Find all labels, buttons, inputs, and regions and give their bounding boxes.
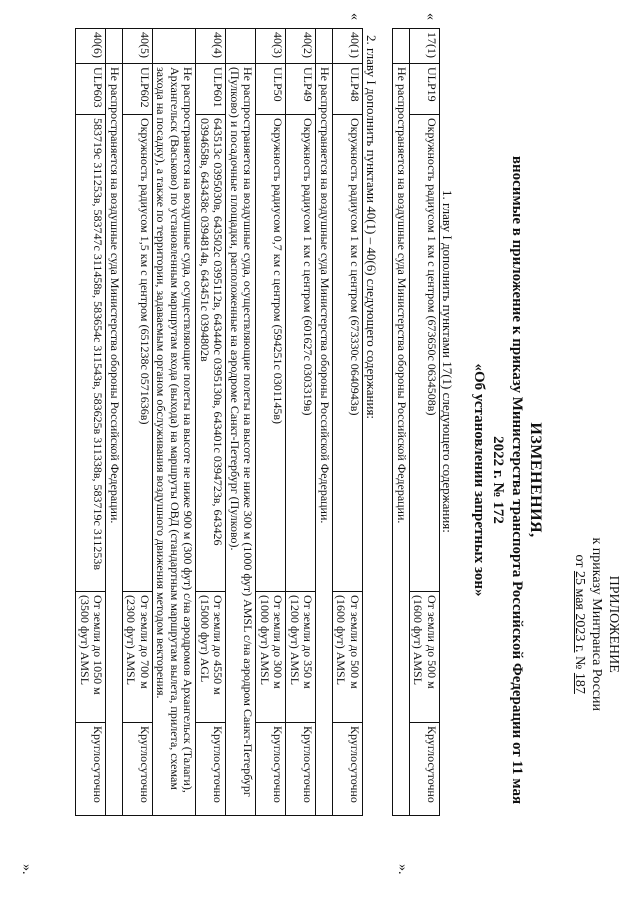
table-row [393,29,410,816]
table-row [410,29,440,816]
appendix-order-line: к приказу Минтранса России [589,537,604,711]
zone-description: Окружность радиусом 0,7 км с центром (594251с 0301145в) [256,115,286,592]
table-row [106,29,123,816]
zone-code: ULP49 [286,64,316,115]
section2-text: 2. главу I дополнить пунктами 40(1) – 40(6) следующего содержания: [364,35,379,420]
zone-time: Круглосуточно [123,723,153,816]
zone-altitude: От земли до 4550 м (15000 фут) AGL [196,592,226,723]
document-heading [469,150,545,810]
zone-time: Круглосуточно [196,723,226,816]
zone-note: Не распространяется на воздушные суда Министерства обороны Российской Федерации. [106,64,123,816]
heading-subject: «Об установлении запретных зон» [471,363,487,597]
zone-time: Круглосуточно [286,723,316,816]
zone-note: Не распространяется на воздушные суда, осуществляющие полеты на высоте не ниже 300 м (1000 фут) AMSL с/на аэродром Санкт-Петербург (Пулково) и посадочные площадки, расположенные на аэродроме Санкт-Петербург (Пулково). [226,64,256,816]
row-number: 40(2) [286,29,316,64]
table-row [226,29,256,816]
appendix-date: 25 мая 2023 г. [572,570,587,653]
table-row [333,29,363,816]
appendix-date-line [571,537,588,711]
section1-table [393,28,441,816]
appendix-title: ПРИЛОЖЕНИЕ [606,575,621,673]
zone-code: ULP602 [123,64,153,115]
zone-description: 583719с 311253в, 583747с 311458в, 583654с 311543в, 583625в 311338в, 583719с 311253в [76,115,106,592]
row-number: 40(6) [76,29,106,64]
table-row [256,29,286,816]
zone-description: Окружность радиусом 1 км с центром (673650с 0634508в) [410,115,440,592]
section2-close-quote: ». [19,864,34,875]
zone-altitude: От земли до 500 м (1600 фут) AMSL [333,592,363,723]
table-row [286,29,316,816]
zone-note: Не распространяется на воздушные суда Министерства обороны Российской Федерации. [316,64,333,816]
zone-code: ULP48 [333,64,363,115]
zone-code: ULP50 [256,64,286,115]
table-row [76,29,106,816]
section1-text: 1. главу I дополнить пунктами 17(1) следующего содержания: [440,190,455,533]
zone-altitude: От земли до 500 м (1600 фут) AMSL [410,592,440,723]
table-row [123,29,153,816]
zone-note: Не распространяется на воздушные суда, осуществляющие полеты на высоте не ниже 900 м (300 фут) с/на аэродромов Архангельск (Талаги), Архангельск (Васьково) по установленным маршрутам входа (выхода) на маршруты ОВД (стандартным маршрутам вылета, прилета, схемам захода на посадку), а также по территории, задаваемым органом обслуживания воздушного движения методом векторения. [153,64,197,816]
table-row [316,29,333,816]
zone-code: ULP603 [76,64,106,115]
zone-code: ULP601 [196,64,226,115]
zone-altitude: От земли до 350 м (1200 фут) AMSL [286,592,316,723]
row-number: 40(1) [333,29,363,64]
row-number: 40(5) [123,29,153,64]
zone-altitude: От земли до 1050 м (3500 фут) AMSL [76,592,106,723]
appendix-number: 187 [572,672,587,694]
appendix-date-prefix: от [572,554,587,568]
section2-table [76,28,364,816]
table-row [196,29,226,816]
zone-time: Круглосуточно [256,723,286,816]
heading-subtitle: вносимые в приложение к приказу Министерства транспорта Российской Федерации от 11 мая 2022 г. № 172 [490,155,525,805]
row-number: 40(4) [196,29,226,64]
zone-code: ULP19 [410,64,440,115]
section1-open-quote: « [423,13,438,20]
appendix-block [571,537,622,711]
table-row [153,29,197,816]
zone-note: Не распространяется на воздушные суда Министерства обороны Российской Федерации. [393,64,410,816]
zone-time: Круглосуточно [333,723,363,816]
zone-description: 643513с 0395030в, 643502с 0395112в, 643440с 0395130в, 643401с 0394723в, 643426 0394658в, 643438с 0394814в, 643451с 0394802в [196,115,226,592]
heading-title: ИЗМЕНЕНИЯ, [527,422,544,538]
appendix-number-sign: № [572,656,587,670]
row-number: 40(3) [256,29,286,64]
zone-time: Круглосуточно [410,723,440,816]
section1-close-quote: ». [395,864,410,875]
zone-altitude: От земли до 300 м (1000 фут) AMSL [256,592,286,723]
zone-description: Окружность радиусом 1 км с центром (601627с 0303319в) [286,115,316,592]
zone-description: Окружность радиусом 1 км с центром (673330с 0640943в) [333,115,363,592]
zone-time: Круглосуточно [76,723,106,816]
row-number: 17(1) [410,29,440,64]
zone-description: Окружность радиусом 1,5 км с центром (651238с 0571636в) [123,115,153,592]
section2-open-quote: « [347,13,362,20]
zone-altitude: От земли до 700 м (2300 фут) AMSL [123,592,153,723]
